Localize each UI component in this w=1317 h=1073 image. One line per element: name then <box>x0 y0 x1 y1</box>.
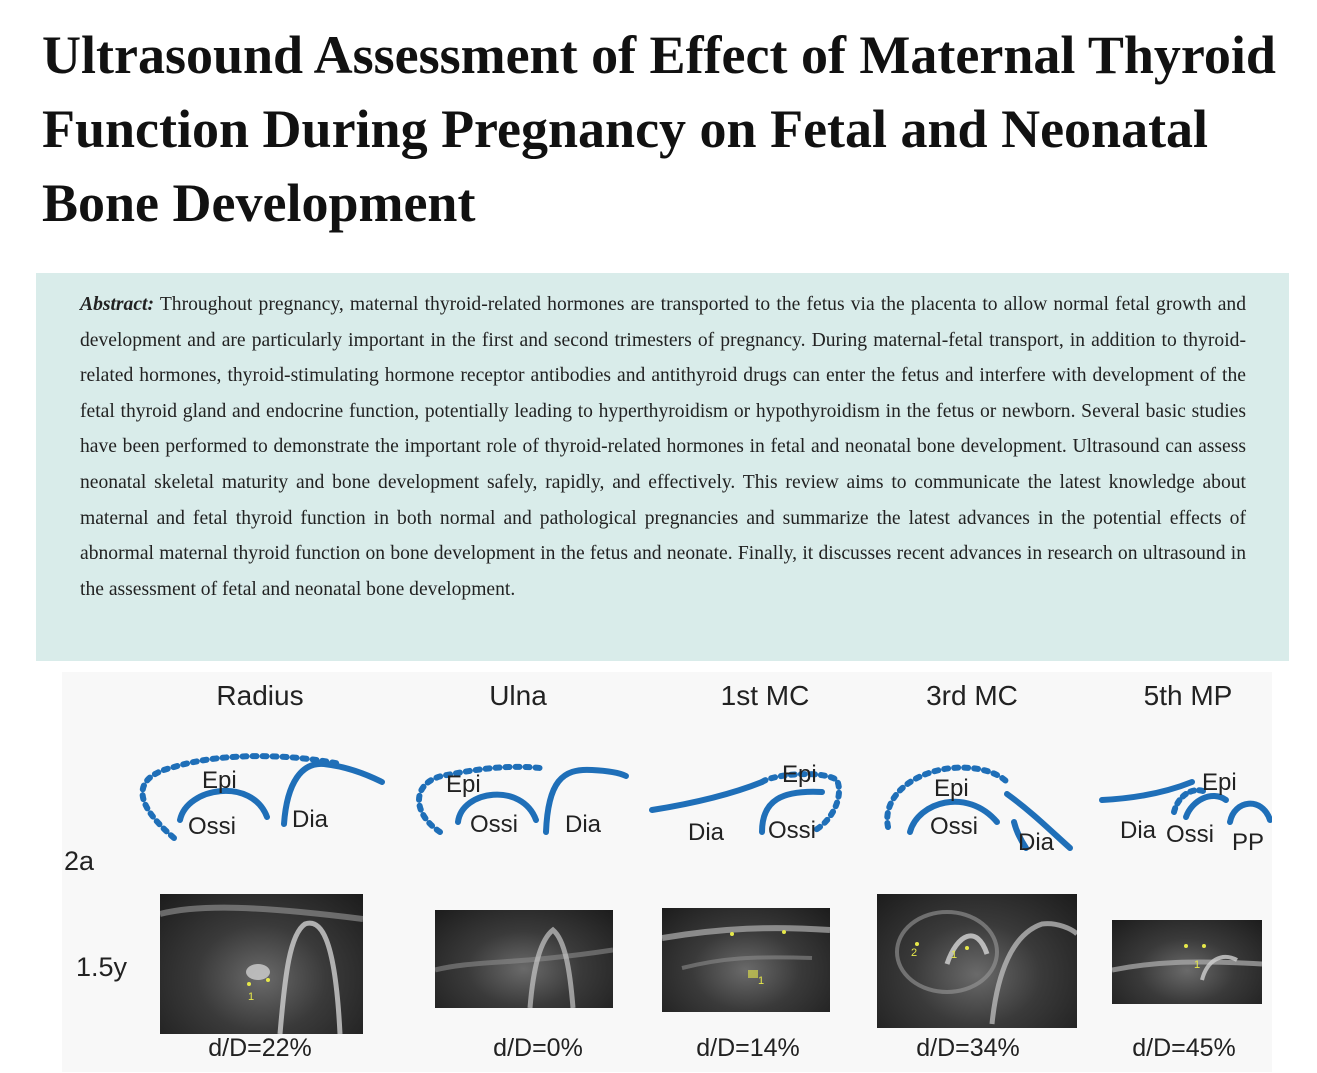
abstract-box <box>36 273 1289 661</box>
sketch-1st-mc <box>652 761 839 846</box>
ultrasound-ulna <box>435 910 613 1008</box>
sketch-radius-dia: Dia <box>292 806 329 833</box>
abstract-label: Abstract: <box>80 294 155 315</box>
panel-label: 2a <box>64 846 95 876</box>
ultrasound-3rd-mc <box>877 894 1077 1028</box>
column-title-ulna: Ulna <box>489 680 547 711</box>
marker-3rd-mc-1: 1 <box>951 949 958 961</box>
sketch-radius <box>143 756 383 840</box>
ratio-ulna: d/D=0% <box>493 1034 583 1062</box>
ratio-5th-mp: d/D=45% <box>1132 1034 1236 1062</box>
sketch-1st-mc-ossi: Ossi <box>768 817 816 844</box>
abstract-paragraph <box>80 287 1246 607</box>
sketch-3rd-mc <box>887 768 1070 856</box>
marker-3rd-mc-2: 2 <box>911 947 918 959</box>
sketch-radius-epi: Epi <box>202 767 237 794</box>
ultrasound-5th-mp <box>1112 920 1262 1004</box>
ratio-1st-mc: d/D=14% <box>696 1034 800 1062</box>
sketch-5th-mp-ossi: Ossi <box>1166 821 1214 848</box>
column-title-radius: Radius <box>216 680 304 711</box>
sketch-5th-mp-pp: PP <box>1232 829 1265 856</box>
column-title-5th-mp: 5th MP <box>1143 680 1233 711</box>
column-title-3rd-mc: 3rd MC <box>926 680 1018 711</box>
sketch-1st-mc-dia: Dia <box>688 819 725 846</box>
ratio-radius: d/D=22% <box>208 1034 312 1062</box>
figure-2a <box>62 672 1272 1072</box>
sketch-ulna-dia: Dia <box>565 811 602 838</box>
column-title-1st-mc: 1st MC <box>720 680 810 711</box>
sketch-3rd-mc-dia: Dia <box>1018 829 1055 856</box>
marker-radius-1: 1 <box>248 991 255 1003</box>
article-title: Ultrasound Assessment of Effect of Maternal Thyroid Function During Pregnancy on Fetal and Neonatal Bone Development <box>42 25 1276 233</box>
marker-1st-mc-1: 1 <box>758 975 765 987</box>
ultrasound-radius <box>160 894 363 1034</box>
sketch-3rd-mc-epi: Epi <box>934 775 969 802</box>
abstract-body: Throughout pregnancy, maternal thyroid-related hormones are transported to the fetus via the placenta to allow normal fetal growth and development and are particularly important in the first and second trimesters of pregnancy. During maternal-fetal transport, in addition to thyroid-related hormones, thyroid-stimulating hormone receptor antibodies and antithyroid drugs can enter the fetus and interfere with development of the fetal thyroid gland and endocrine function, potentially leading to hyperthyroidism or hypothyroidism in the fetus or newborn. Several basic studies have been performed to demonstrate the important role of thyroid-related hormones in fetal and neonatal bone development. Ultrasound can assess neonatal skeletal maturity and bone development safely, rapidly, and effectively. This review aims to communicate the latest knowledge about maternal and fetal thyroid function in both normal and pathological pregnancies and summarize the latest advances in the potential effects of abnormal maternal thyroid function on bone development in the fetus and neonate. Finally, it discusses recent advances in research on ultrasound in the assessment of fetal and neonatal bone development. <box>80 294 1247 600</box>
ultrasound-1st-mc <box>662 908 830 1012</box>
sketch-ulna <box>419 767 626 838</box>
marker-5th-mp-1: 1 <box>1194 959 1201 971</box>
sketch-5th-mp-epi: Epi <box>1202 769 1237 796</box>
sketch-ulna-ossi: Ossi <box>470 811 518 838</box>
age-label: 1.5y <box>76 952 128 982</box>
sketch-5th-mp-dia: Dia <box>1120 817 1157 844</box>
bone-sketches <box>62 672 1272 872</box>
sketch-1st-mc-epi: Epi <box>782 761 817 788</box>
sketch-5th-mp <box>1102 769 1270 856</box>
ratio-3rd-mc: d/D=34% <box>916 1034 1020 1062</box>
sketch-ulna-epi: Epi <box>446 771 481 798</box>
sketch-radius-ossi: Ossi <box>188 813 236 840</box>
sketch-3rd-mc-ossi: Ossi <box>930 813 978 840</box>
